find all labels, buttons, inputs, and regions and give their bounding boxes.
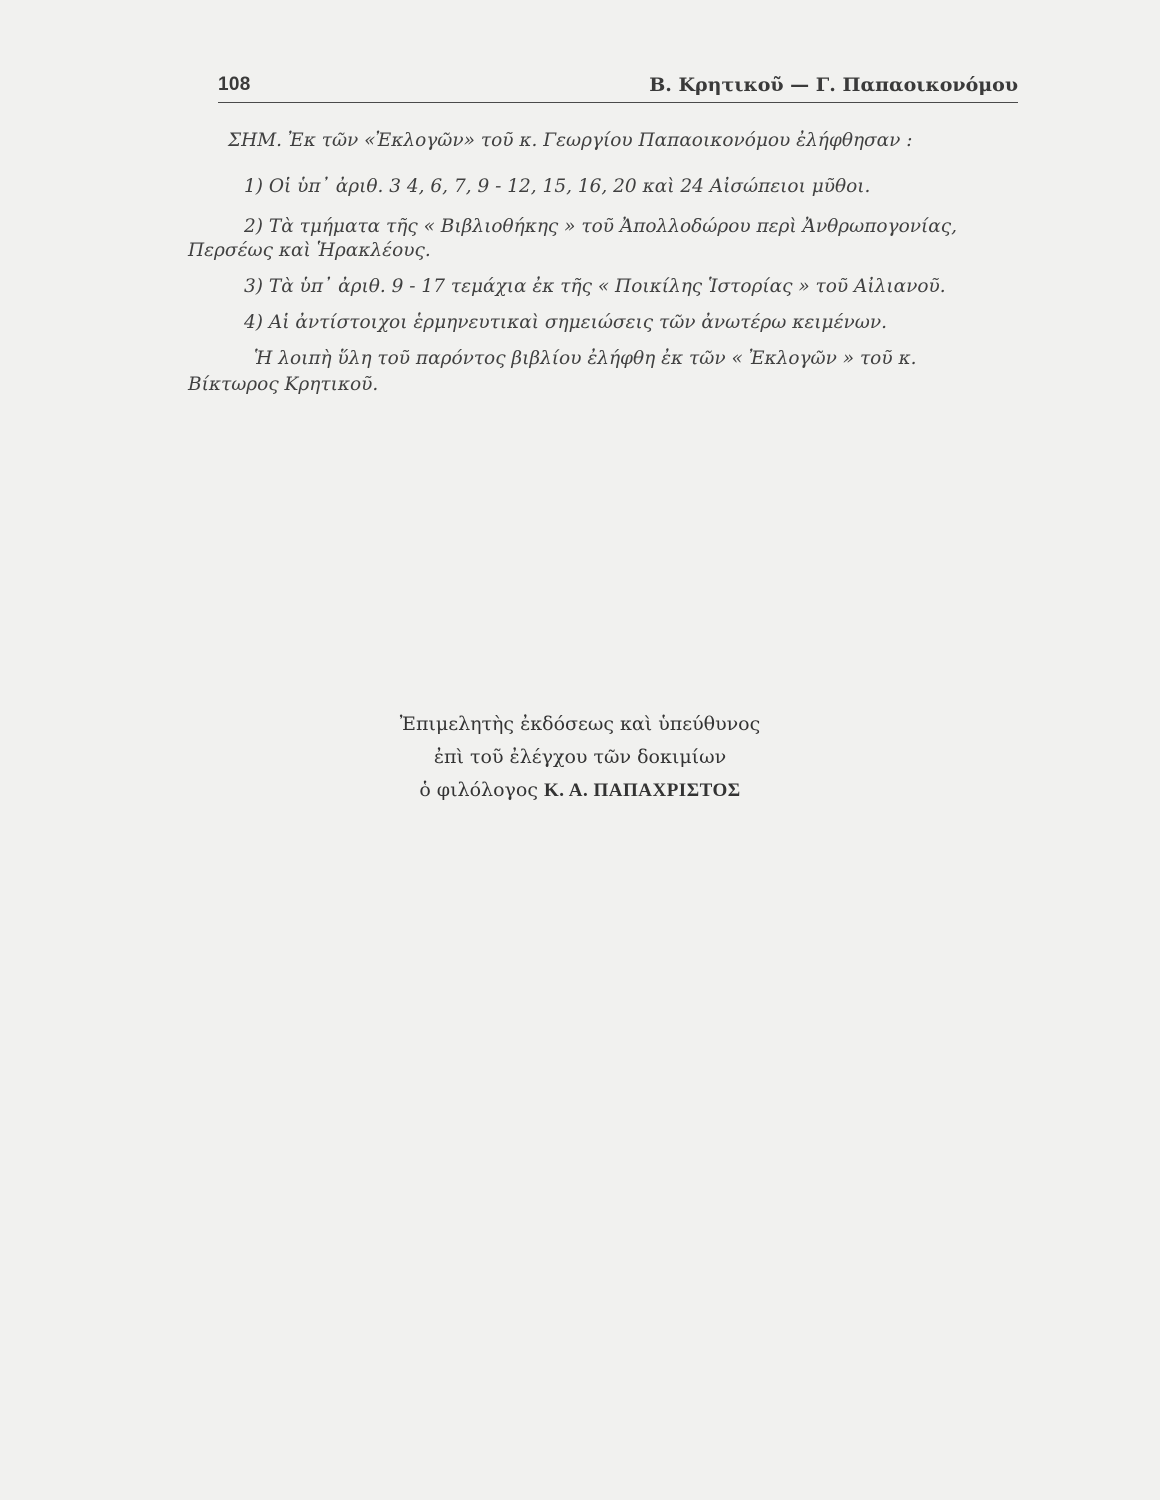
credit-line-1: Ἐπιμελητὴς ἐκδόσεως καὶ ὑπεύθυνος [399,713,761,735]
note-intro: ΣΗΜ. Ἐκ τῶν «Ἐκλογῶν» τοῦ κ. Γεωργίου Παπαοικονόμου ἐλήφθησαν : [228,130,913,151]
note-item-2-line-2: Περσέως καὶ Ἡρακλέους. [188,240,431,261]
note-item-3: 3) Τὰ ὑπ᾽ ἀριθ. 9 - 17 τεμάχια ἐκ τῆς « Ποικίλης Ἱστορίας » τοῦ Αἰλιανοῦ. [244,276,946,297]
note-item-2-line-1: 2) Τὰ τμήματα τῆς « Βιβλιοθήκης » τοῦ Ἀπολλοδώρου περὶ Ἀνθρωπογονίας, [244,216,957,237]
note-rest-line-2: Βίκτωρος Κρητικοῦ. [188,374,379,395]
running-head: Β. Κρητικοῦ — Γ. Παπαοικονόμου [649,74,1018,96]
note-rest-line-1: Ἡ λοιπὴ ὕλη τοῦ παρόντος βιβλίου ἐλήφθη ἐκ τῶν « Ἐκλογῶν » τοῦ κ. [254,348,917,369]
credit-line-3 [0,774,1160,807]
page-number: 108 [218,74,251,95]
credit-line-2: ἐπὶ τοῦ ἐλέγχου τῶν δοκιμίων [433,746,727,768]
editor-name: Κ. Α. ΠΑΠΑΧΡΙΣΤΟΣ [544,780,741,801]
credit-role: ὁ φιλόλογος [419,779,538,801]
editor-credit [0,708,1160,807]
note-item-4: 4) Αἱ ἀντίστοιχοι ἑρμηνευτικαὶ σημειώσεις τῶν ἀνωτέρω κειμένων. [244,312,887,333]
page-header [218,70,1018,103]
note-item-1: 1) Οἱ ὑπ᾽ ἀριθ. 3 4, 6, 7, 9 - 12, 15, 16, 20 καὶ 24 Αἰσώπειοι μῦθοι. [244,176,871,197]
